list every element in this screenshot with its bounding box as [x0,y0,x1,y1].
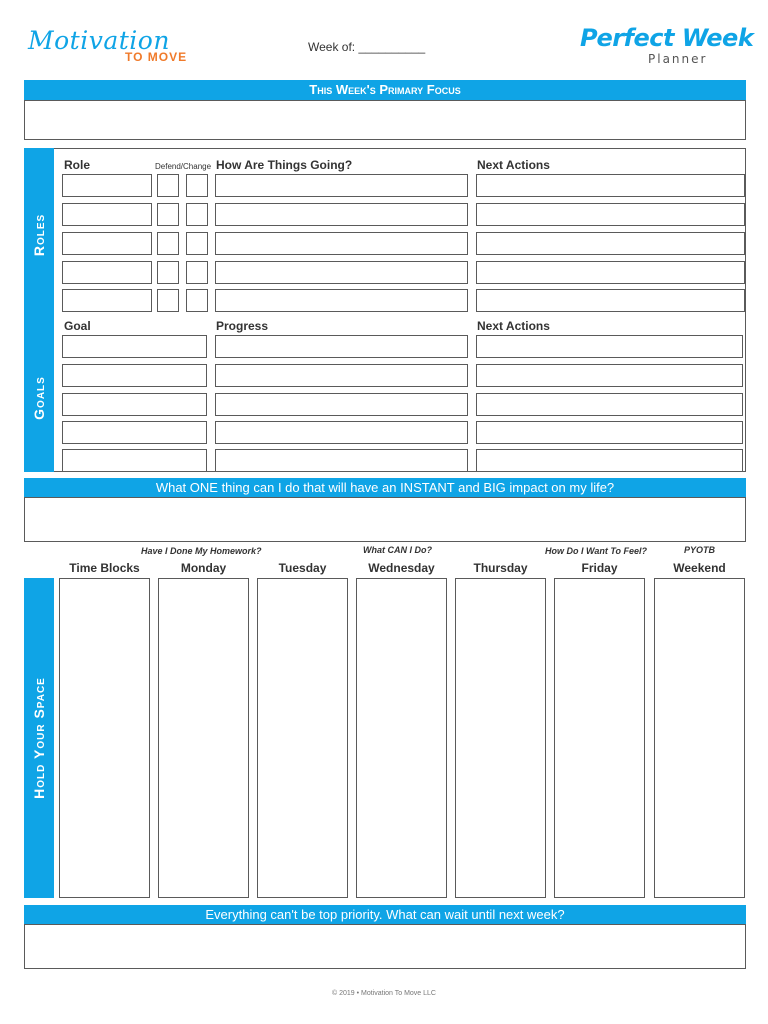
change-field-1[interactable] [186,174,208,197]
wednesday-box[interactable] [356,578,447,898]
footer-copyright: © 2019 • Motivation To Move LLC [332,990,436,997]
change-field-4[interactable] [186,261,208,284]
how-going-column-label: How Are Things Going? [216,158,353,172]
hold-your-space-label: Hold Your Space [31,677,47,799]
role-field-2[interactable] [62,203,152,226]
progress-field-2[interactable] [215,364,468,387]
one-thing-header: What ONE thing can I do that will have an INSTANT and BIG impact on my life? [24,478,746,497]
goal-field-2[interactable] [62,364,207,387]
progress-field-1[interactable] [215,335,468,358]
goals-tab-label: Goals [31,376,47,420]
column-time-blocks: Time Blocks [69,561,140,575]
defend-field-5[interactable] [157,289,179,312]
how-going-field-4[interactable] [215,261,468,284]
one-thing-box[interactable] [24,497,746,542]
week-of-field[interactable]: Week of: __________ [308,40,426,54]
goals-next-action-field-1[interactable] [476,335,743,358]
roles-next-actions-column-label: Next Actions [477,158,550,172]
how-going-field-3[interactable] [215,232,468,255]
defend-change-column-label: Defend/Change [155,162,212,171]
wait-header: Everything can't be top priority. What can wait until next week? [24,905,746,924]
roles-tab-label: Roles [31,213,47,257]
goal-field-4[interactable] [62,421,207,444]
brand-logo-subtitle: TO MOVE [125,50,188,64]
defend-field-1[interactable] [157,174,179,197]
goal-field-1[interactable] [62,335,207,358]
monday-box[interactable] [158,578,249,898]
goals-next-action-field-4[interactable] [476,421,743,444]
how-going-field-2[interactable] [215,203,468,226]
defend-field-3[interactable] [157,232,179,255]
goals-next-action-field-5[interactable] [476,449,743,472]
progress-field-4[interactable] [215,421,468,444]
column-friday: Friday [581,561,618,575]
thursday-box[interactable] [455,578,546,898]
goals-next-action-field-3[interactable] [476,393,743,416]
role-field-5[interactable] [62,289,152,312]
tuesday-box[interactable] [257,578,348,898]
homework-prompt: Have I Done My Homework? [141,546,262,556]
what-can-prompt: What CAN I Do? [363,545,432,555]
roles-next-action-field-2[interactable] [476,203,745,226]
goal-field-5[interactable] [62,449,207,472]
weekend-box[interactable] [654,578,745,898]
goal-field-3[interactable] [62,393,207,416]
column-thursday: Thursday [473,561,528,575]
pyotb-prompt: PYOTB [684,545,716,555]
roles-next-action-field-3[interactable] [476,232,745,255]
column-wednesday: Wednesday [368,561,435,575]
progress-field-3[interactable] [215,393,468,416]
defend-field-2[interactable] [157,203,179,226]
change-field-3[interactable] [186,232,208,255]
defend-field-4[interactable] [157,261,179,284]
how-going-field-5[interactable] [215,289,468,312]
role-field-1[interactable] [62,174,152,197]
change-field-2[interactable] [186,203,208,226]
time-blocks-box[interactable] [59,578,150,898]
progress-column-label: Progress [216,319,269,333]
column-tuesday: Tuesday [278,561,327,575]
role-column-label: Role [64,158,91,172]
feel-prompt: How Do I Want To Feel? [545,546,647,556]
goals-next-action-field-2[interactable] [476,364,743,387]
roles-next-action-field-1[interactable] [476,174,745,197]
column-monday: Monday [180,561,227,575]
primary-focus-header: This Week's Primary Focus [24,80,746,100]
progress-field-5[interactable] [215,449,468,472]
friday-box[interactable] [554,578,645,898]
how-going-field-1[interactable] [215,174,468,197]
role-field-4[interactable] [62,261,152,284]
change-field-5[interactable] [186,289,208,312]
column-weekend: Weekend [673,561,726,575]
role-field-3[interactable] [62,232,152,255]
goals-next-actions-column-label: Next Actions [477,319,550,333]
planner-title: Perfect Week [580,24,754,52]
brand-logo-script: Motivation [28,26,170,55]
primary-focus-box[interactable] [24,100,746,140]
roles-next-action-field-4[interactable] [476,261,745,284]
roles-next-action-field-5[interactable] [476,289,745,312]
goal-column-label: Goal [64,319,91,333]
planner-subtitle: Planner [648,52,708,66]
wait-box[interactable] [24,924,746,969]
